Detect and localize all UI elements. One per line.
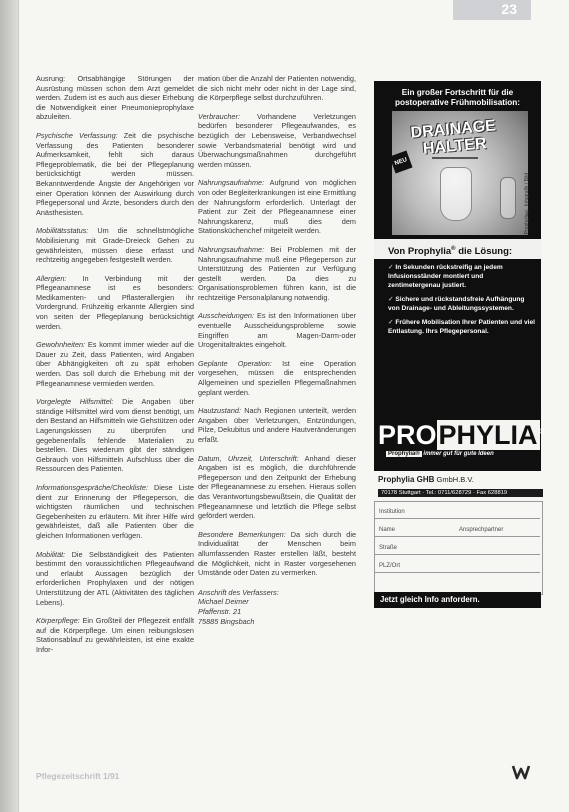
article-paragraph [36, 397, 194, 474]
form-field-label: PLZ/Ort [379, 563, 401, 569]
paragraph-lead: Nahrungsaufnahme: [198, 178, 265, 188]
article-paragraph [198, 112, 356, 170]
paragraph-lead: Datum, Uhrzeit, Unterschrift: [198, 453, 299, 463]
ad-slogan [374, 239, 541, 259]
article-paragraph [198, 406, 356, 444]
ad-slogan-text: Von Prophylia [388, 246, 452, 258]
ad-product-photo [392, 111, 528, 235]
paragraph-lead: Mobilitätsstatus: [36, 226, 89, 236]
paragraph-text: Um die schnellstmögliche Mobilisierung mit Grade-Dreieck Gehen zu gewährleisten, müssen diese erfasst und rechtzeitig angegeben festgestellt werden. [36, 226, 194, 265]
ad-bullet-text: In Sekunden rückstreifig an jedem Infusionsständer montiert und zentimetergenau justiert. [388, 264, 503, 289]
brand-tagline [386, 451, 536, 457]
paragraph-text: Zeit die psychische Verfassung des Patienten besonderer Aufmerksamkeit, fehlt sich daraus Pflegeproblematik, die bei der Pflegeplanung berücksichtigt werden müssen. Bekanntwerdende Ängste der Angehörigen vor einer Operation können der Auswirkung durch Pflegepersonal und Ärzte, besonders durch den Anästhesisten. [36, 130, 194, 217]
ad-bullet [388, 318, 536, 336]
page-number-box [453, 0, 531, 20]
paragraph-text: mation über die Anzahl der Patienten notwendig, die sich nicht mehr oder nicht in der Lage sind, die Körperpflege selbst durchzuführen. [198, 74, 356, 103]
checkmark-icon: ✓ [388, 296, 396, 303]
form-field-label: Institution [379, 509, 405, 515]
article-paragraph [198, 359, 356, 397]
paragraph-lead: Vorgelegte Hilfsmittel: [36, 397, 114, 407]
paragraph-text: In Verbindung mit der Pflegeanamnese ist es besonders: Medikamenten- und Pflasterallergien ihr Vordergrund. Frühzeitig erkannte Allergien sind von seiten der Pflegeplanung berücksichtigt werden. [36, 273, 194, 331]
ad-headline-line-2: postoperative Frühmobilisation: [394, 98, 521, 107]
publisher-logo-svg [512, 764, 530, 780]
ad-product-name-line-2: HALTER [422, 135, 488, 158]
ad-slogan-mark: ® [451, 246, 456, 252]
author-address [198, 588, 356, 626]
ad-headline-line-1: Ein großer Fortschritt für die [401, 88, 514, 97]
paragraph-lead: Verbraucher: [198, 111, 240, 121]
paragraph-lead: Mobilität: [36, 549, 66, 559]
paragraph-lead: Ausscheidungen: [198, 311, 254, 321]
brand-tagline-text: immer gut für gute Ideen [421, 451, 494, 457]
paragraph-lead: Besondere Bemerkungen: [198, 529, 286, 539]
paragraph-text: Die Angaben über ständige Hilfsmittel wird vom dienst benötigt, um den Bestand an Hilfsmitteln wie Gehstützen oder Lagerungskissen zu überprüfen und gegebenenfalls fehlende Materialien zu bestellen. Dies wiederum gibt der ständigen Gebrauch von Hilfsmitteln Aufschluss über die Ressourcen des Patienten. [36, 397, 195, 474]
company-name-bold: Prophylia GHB [378, 475, 435, 484]
brand-area [374, 411, 546, 501]
article-paragraph [36, 550, 194, 608]
article-paragraph [198, 454, 356, 521]
article-paragraph [198, 178, 356, 236]
publisher-logo-icon [512, 764, 530, 780]
text-column-left [36, 74, 194, 663]
paragraph-text: Ist eine Operation vorgesehen, müssen die entsprechenden Allgemeinen und speziellen Pflegemaßnahmen geplant werden. [198, 358, 356, 397]
page-number: 23 [501, 1, 517, 17]
paragraph-lead: Geplante Operation: [198, 358, 272, 368]
drainage-hanger-icon [432, 157, 478, 165]
company-name [378, 475, 474, 484]
ad-product-name-line-1: DRAINAGE [410, 117, 497, 142]
checkmark-icon: ✓ [388, 264, 396, 271]
info-request-form [374, 501, 543, 595]
paragraph-lead: Hautzustand: [198, 406, 241, 416]
paragraph-text: Die Selbständigkeit des Patienten bestimmt den voraussichtlichen Pflegeaufwand und erlaubt Aussagen bezüglich der erforderlichen Prophylaxen und der nötigen Unterstützung der ATL (Aktivitäten des täglichen Lebens). [36, 549, 194, 607]
form-field-street[interactable] [375, 538, 540, 555]
form-field-institution[interactable] [375, 502, 540, 519]
article-paragraph [198, 311, 356, 349]
form-field-name[interactable] [375, 520, 540, 537]
ad-product-name [401, 117, 508, 160]
checkmark-icon: ✓ [388, 319, 396, 326]
ad-bullet [388, 295, 536, 313]
paragraph-text: Ausrung: Ortsabhängige Störungen der Ausrüstung müssen schon dem Arzt gemeldet werden. Zudem ist es auch aus dieser Erhebung die Notwendigkeit einer Pneumonieprophylaxe abzuleiten. [36, 74, 194, 122]
article-paragraph [198, 245, 356, 303]
photo-credit: Prophylia® Infografik / Bild [524, 173, 530, 235]
author-name: Michael Deimer [198, 597, 249, 607]
advertisement [374, 81, 541, 411]
brand-logo [378, 417, 545, 450]
form-field-label: Name [379, 527, 396, 533]
drip-bag-icon [500, 177, 516, 219]
paragraph-text: Es ist den Informationen über eventuelle Ausscheidungsprobleme sowie Eingriffen am Magen-Darm-oder Urogenitaltraktes eingeholt. [198, 311, 356, 350]
ad-bullet-text: Sichere und rückstandsfreie Aufhängung von Drainage- und Ableitungssystemen. [388, 296, 525, 312]
ad-slogan-text-end: die Lösung: [455, 246, 513, 258]
article-paragraph [198, 74, 356, 103]
paragraph-lead: Nahrungsaufnahme: [198, 244, 265, 254]
paragraph-lead: Informationsgespräche/Checkliste: [36, 482, 148, 492]
ad-bullets [388, 263, 536, 341]
ad-headline [374, 88, 541, 108]
brand-logo-mark: ® [539, 427, 546, 436]
paragraph-text: Bei Problemen mit der Nahrungsaufnahme muß eine Pflegeperson zur Unterstützung des Patienten zur Verfügung gestellt werden. Da dies zu Organisationsproblemen führen kann, ist die rechtzeitige Personalplanung notwendig. [198, 244, 356, 302]
form-field-label-2: Ansprechpartner [459, 527, 504, 533]
drainage-bottle-icon [440, 167, 472, 221]
ad-bullet-text: Frühere Mobilisation Ihrer Patienten und viel Entlastung. Ihrs Pflegepersonal. [388, 319, 535, 335]
paragraph-text: Nach Regionen unterteilt, werden Angaben über Verletzungen, Entzündungen, Pilze, Dekubitus und andere Hautveränderungen erfaßt. [198, 406, 356, 444]
paragraph-text: Aufgrund von möglichen von oder Begleiterkrankungen ist eine Ermittlung der Nahrungsform erforderlich. Unterlagt der Patient zur Zeit der Pflegeanamnese einer Nahrungskarenz, muß dies dem Stationsküchenchef mitgeteilt werden. [198, 178, 357, 236]
author-heading: Anschrift des Verfassers: [198, 587, 279, 597]
paragraph-text: Anhand dieser Angaben ist es möglich, die durchführende Pflegeperson und den Zeitpunkt der Erhebung der Pflegeanamnese zu ersehen. Hieraus sollen das Verantwortungsbewußtsein, die Qualität der Pflegeanamnese und letztlich die Pflege selbst gefördert werden. [198, 453, 357, 521]
article-paragraph [36, 274, 194, 332]
ad-bullet [388, 263, 536, 290]
form-field-city[interactable] [375, 556, 540, 573]
article-paragraph [198, 530, 356, 578]
author-city: 75885 Bingsbach [198, 616, 255, 626]
brand-tagline-box: Prophylia® [388, 451, 420, 457]
article-paragraph [36, 226, 194, 264]
form-field-label: Straße [379, 545, 398, 551]
brand-logo-part-1: PRO [378, 420, 437, 450]
paragraph-lead: Körperpflege: [36, 616, 80, 626]
paragraph-text: Da sich durch die Individualität der Menschen beim allumfassenden Raster erstellen läßt, besteht die Möglichkeit, nicht in Raster vorgesehenen Umstände oder Daten zu vermerken. [198, 529, 357, 578]
text-column-right [198, 74, 356, 626]
paragraph-text: Diese Liste dient zur Erinnerung der Pflegeperson, die wichtigsten räumlichen und technischen Gegebenheiten zu erläutern. Mit ihrer Hilfe wird gewährleistet, daß alle Patienten über die gleichen Informationen verfügen. [36, 482, 194, 540]
article-paragraph [36, 483, 194, 541]
paragraph-text: Es kommt immer wieder auf die Dauer zu Zeit, dass Patienten, wird Angaben über Abhängigkeiten oft zu spät erhoben werden. Das soll durch die Erhebung mit der Pflegeanamnese vermieden werden. [36, 340, 194, 388]
author-street: Pfaffenstr. 21 [198, 606, 242, 616]
brand-logo-part-2: PHYLIA [438, 420, 538, 450]
company-suffix: GmbH.B.V. [434, 475, 474, 484]
paragraph-text: Vorhandene Verletzungen bedürfen besonderer Pflegeaufwandes, es bezüglich der Lebensweise, Verbandwechsel sowie Verbandsmaterial benötigt wird und Überwachungsmaßnahmen durchgeführt werden müssen. [198, 111, 356, 169]
brand-logo-box [374, 411, 546, 471]
new-badge: NEU [389, 150, 412, 173]
article-paragraph [36, 616, 194, 654]
paragraph-lead: Psychische Verfassung: [36, 130, 118, 140]
paragraph-lead: Allergien: [36, 273, 67, 283]
paragraph-text: Ein Großteil der Pflegezeit entfällt auf die Körperpflege. Um einen reibungslosen Stationsablauf zu gewährleisten, ist eine exakte Infor- [36, 616, 194, 654]
article-paragraph [36, 340, 194, 388]
binding-shadow [0, 0, 18, 812]
company-address: 70178 Stuttgart · Tel.: 0711/628729 · Fax 628819 [378, 489, 543, 497]
article-paragraph [36, 74, 194, 122]
info-request-cta[interactable]: Jetzt gleich Info anfordern. [374, 592, 541, 608]
paragraph-lead: Gewohnheiten: [36, 340, 86, 350]
article-paragraph [36, 131, 194, 217]
footer-journal: Pflegezeitschrift 1/91 [36, 771, 120, 781]
